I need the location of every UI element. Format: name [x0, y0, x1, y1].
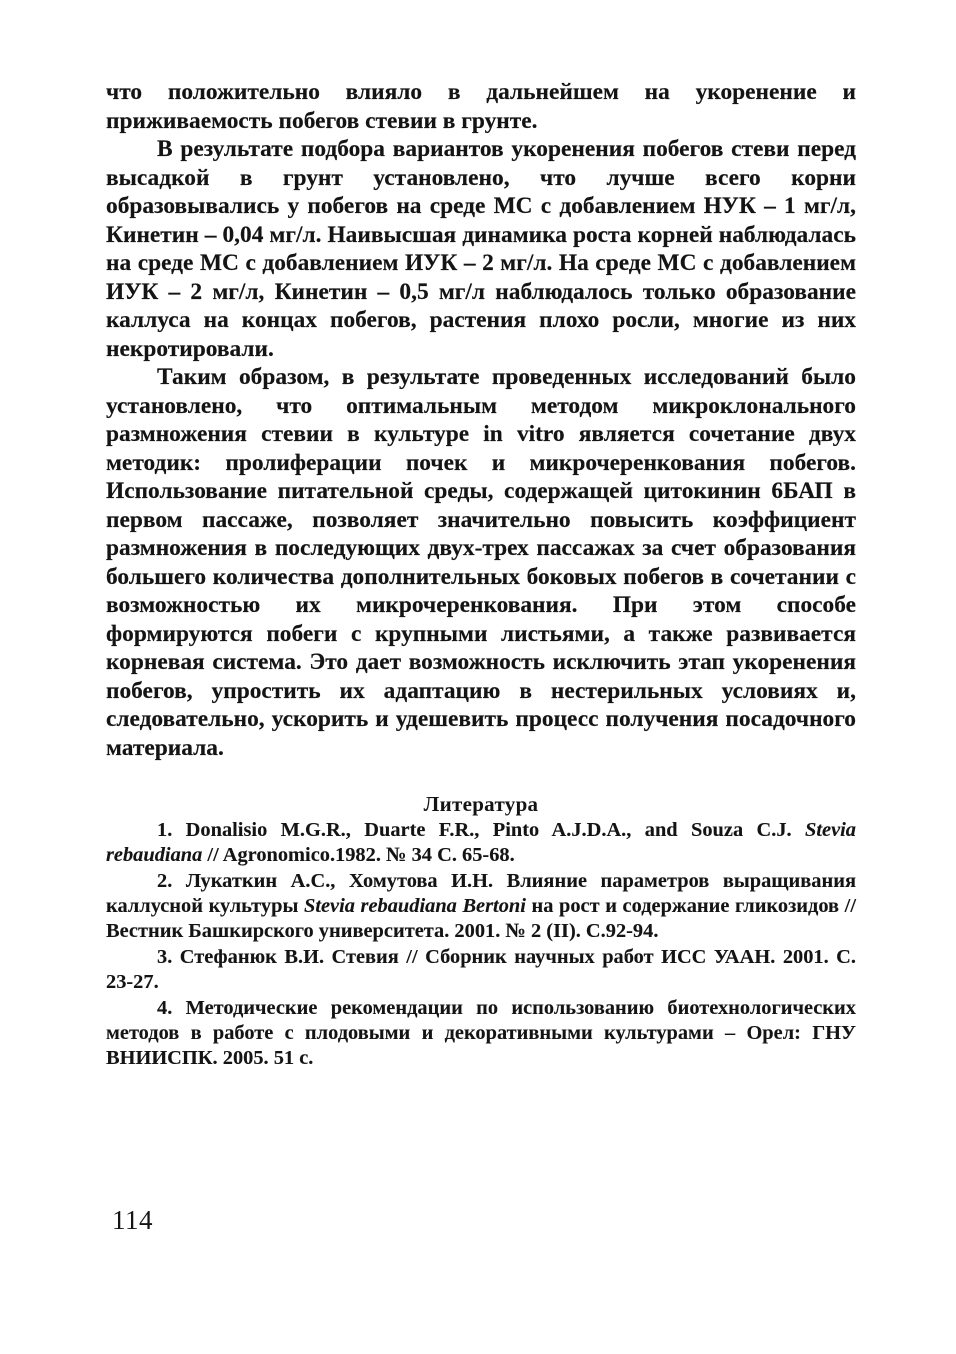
reference-text: 1. Donalisio M.G.R., Duarte F.R., Pinto A.J.D.A., and Souza C.J. — [157, 819, 806, 841]
paragraph-continuation: что положительно влияло в дальнейшем на укоренение и приживаемость побегов стевии в грунте. — [106, 79, 856, 134]
reference-tail: на рост и содержание гликозидов // Вестник Башкирского университета. 2001. № 2 (II). С.92-94. — [106, 895, 856, 942]
reference-text: 4. Методические рекомендации по использованию биотехнологических методов в работе с плодовыми и декоративными культурами – Орел: ГНУ ВНИИСПК. 2005. 51 с. — [106, 997, 856, 1069]
reference-item — [106, 996, 856, 1071]
page-number: 114 — [112, 1205, 153, 1235]
reference-item — [106, 818, 856, 868]
reference-tail: // Agronomico.1982. № 34 С. 65-68. — [202, 844, 515, 866]
reference-italic: Stevia rebaudiana Bertoni — [303, 895, 526, 917]
reference-italic: Stevia rebaudiana — [106, 819, 856, 866]
reference-item — [106, 945, 856, 995]
paragraph-conclusion: Таким образом, в результате проведенных исследований было установлено, что оптимальным методом микроклонального размножения стевии в культуре in vitro является сочетание двух методик: пролиферации почек и микрочеренкования побегов. Использование питательной среды, содержащей цитокинин 6БАП в первом пассаже, позволяет значительно повысить коэффициент размножения в последующих двух-трех пассажах за счет образования большего количества дополнительных боковых побегов в сочетании с возможностью их микрочеренкования. При этом способе формируются побеги с крупными листьями, а также развивается корневая система. Это дает возможность исключить этап укоренения побегов, упростить их адаптацию в нестерильных условиях и, следовательно, ускорить и удешевить процесс получения посадочного материала. — [106, 364, 856, 761]
reference-item — [106, 869, 856, 944]
references-heading: Литература — [423, 792, 539, 816]
paragraph-rooting-results: В результате подбора вариантов укоренения побегов стеви перед высадкой в грунт установлено, что лучше всего корни образовывались у побегов на среде МС с добавлением НУК – 1 мг/л, Кинетин – 0,04 мг/л. Наивысшая динамика роста корней наблюдалась на среде МС с добавлением ИУК – 2 мг/л. На среде МС с добавлением ИУК – 2 мг/л, Кинетин – 0,5 мг/л наблюдалось только образование каллуса на концах побегов, растения плохо росли, многие из них некротировали. — [106, 136, 856, 362]
body-text — [106, 78, 856, 762]
references-list — [106, 818, 856, 1071]
reference-text: 2. Лукаткин А.С., Хомутова И.Н. Влияние параметров выращивания каллусной культуры — [106, 870, 856, 917]
reference-text: 3. Стефанюк В.И. Стевия // Сборник научных работ ИСС УААН. 2001. С. 23-27. — [106, 946, 856, 993]
